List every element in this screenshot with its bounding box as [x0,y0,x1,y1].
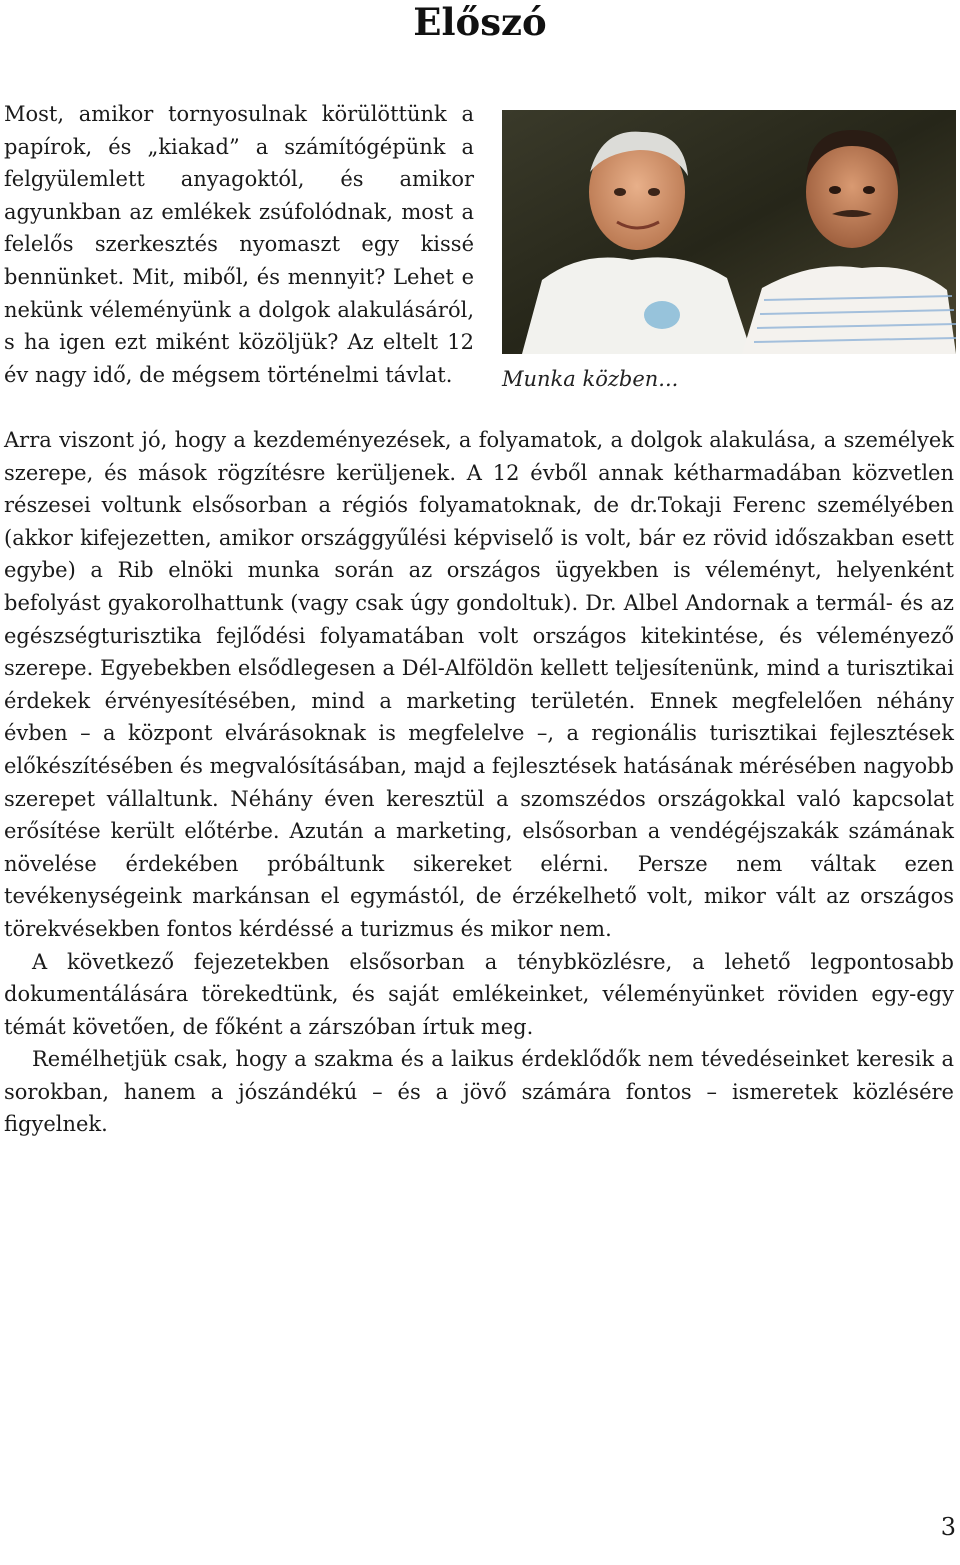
photo-illustration [502,110,956,354]
page-number: 3 [940,1513,956,1541]
body-text [4,424,954,1141]
photo-caption: Munka közben... [502,367,679,391]
paragraph: Arra viszont jó, hogy a kezdeményezések, a folyamatok, a dolgok alakulása, a személyek szerepe, és mások rögzítésre kerüljenek. A 12 évből annak kétharmadában közvetlen részesei voltunk elsősorban a régiós folyamatoknak, de dr.Tokaji Ferenc személyében (akkor kifejezetten, amikor országgyűlési képviselő is volt, bár ez rövid időszakban esett egybe) a Rib elnöki munka során az országos ügyekben is véleményt, helyenként befolyást gyakorolhattunk (vagy csak úgy gondoltuk). Dr. Albel Andornak a termál- és az egészségturisztika fejlődési folyamatában volt országos kitekintése, és véleményező szerepe. Egyebekben elsődlegesen a Dél-Alföldön kellett teljesítenünk, mind a turisztikai érdekek érvényesítésében, mind a marketing területén. Ennek megfelelően néhány évben – a központ elvárásoknak is megfelelve –, a regionális turisztikai fejlesztések előkészítésében és megvalósításában, majd a fejlesztések hatásának mérésében nagyobb szerepet vállaltunk. Néhány éven keresztül a szomszédos országokkal való kapcsolat erősítése került előtérbe. Azután a marketing, elsősorban a vendégéjszakák számának növelése érdekében próbáltunk sikereket elérni. Persze nem váltak ezen tevékenységeink markánsan el egymástól, de érzékelhető volt, mikor vált az országos törekvésekben fontos kérdéssé a turizmus és mikor nem. [4,428,954,941]
intro-paragraph: Most, amikor tornyosulnak körülöttünk a papírok, és „kiakad” a számítógépünk a felgyülemlett anyagoktól, és amikor agyunkban az emlékek zsúfolódnak, most a felelős szerkesztés nyomaszt egy kissé bennünket. Mit, miből, és mennyit? Lehet e nekünk véleményünk a dolgok alakulásáról, s ha igen ezt miként közöljük? Az eltelt 12 év nagy idő, de mégsem történelmi távlat. [4,102,474,387]
paragraph: A következő fejezetekben elsősorban a ténybközlésre, a lehető legpontosabb dokumentálására törekedtünk, és saját emlékeinket, véleményünket röviden egy-egy témát követően, de főként a zárszóban írtuk meg. [4,949,954,1039]
photo-two-men [502,110,956,354]
page-title: Előszó [413,0,547,44]
paragraph: Remélhetjük csak, hogy a szakma és a laikus érdeklődők nem tévedéseinket keresik a sorokban, hanem a jószándékú – és a jövő számára fontos – ismeretek közlésére figyelnek. [4,1047,954,1137]
